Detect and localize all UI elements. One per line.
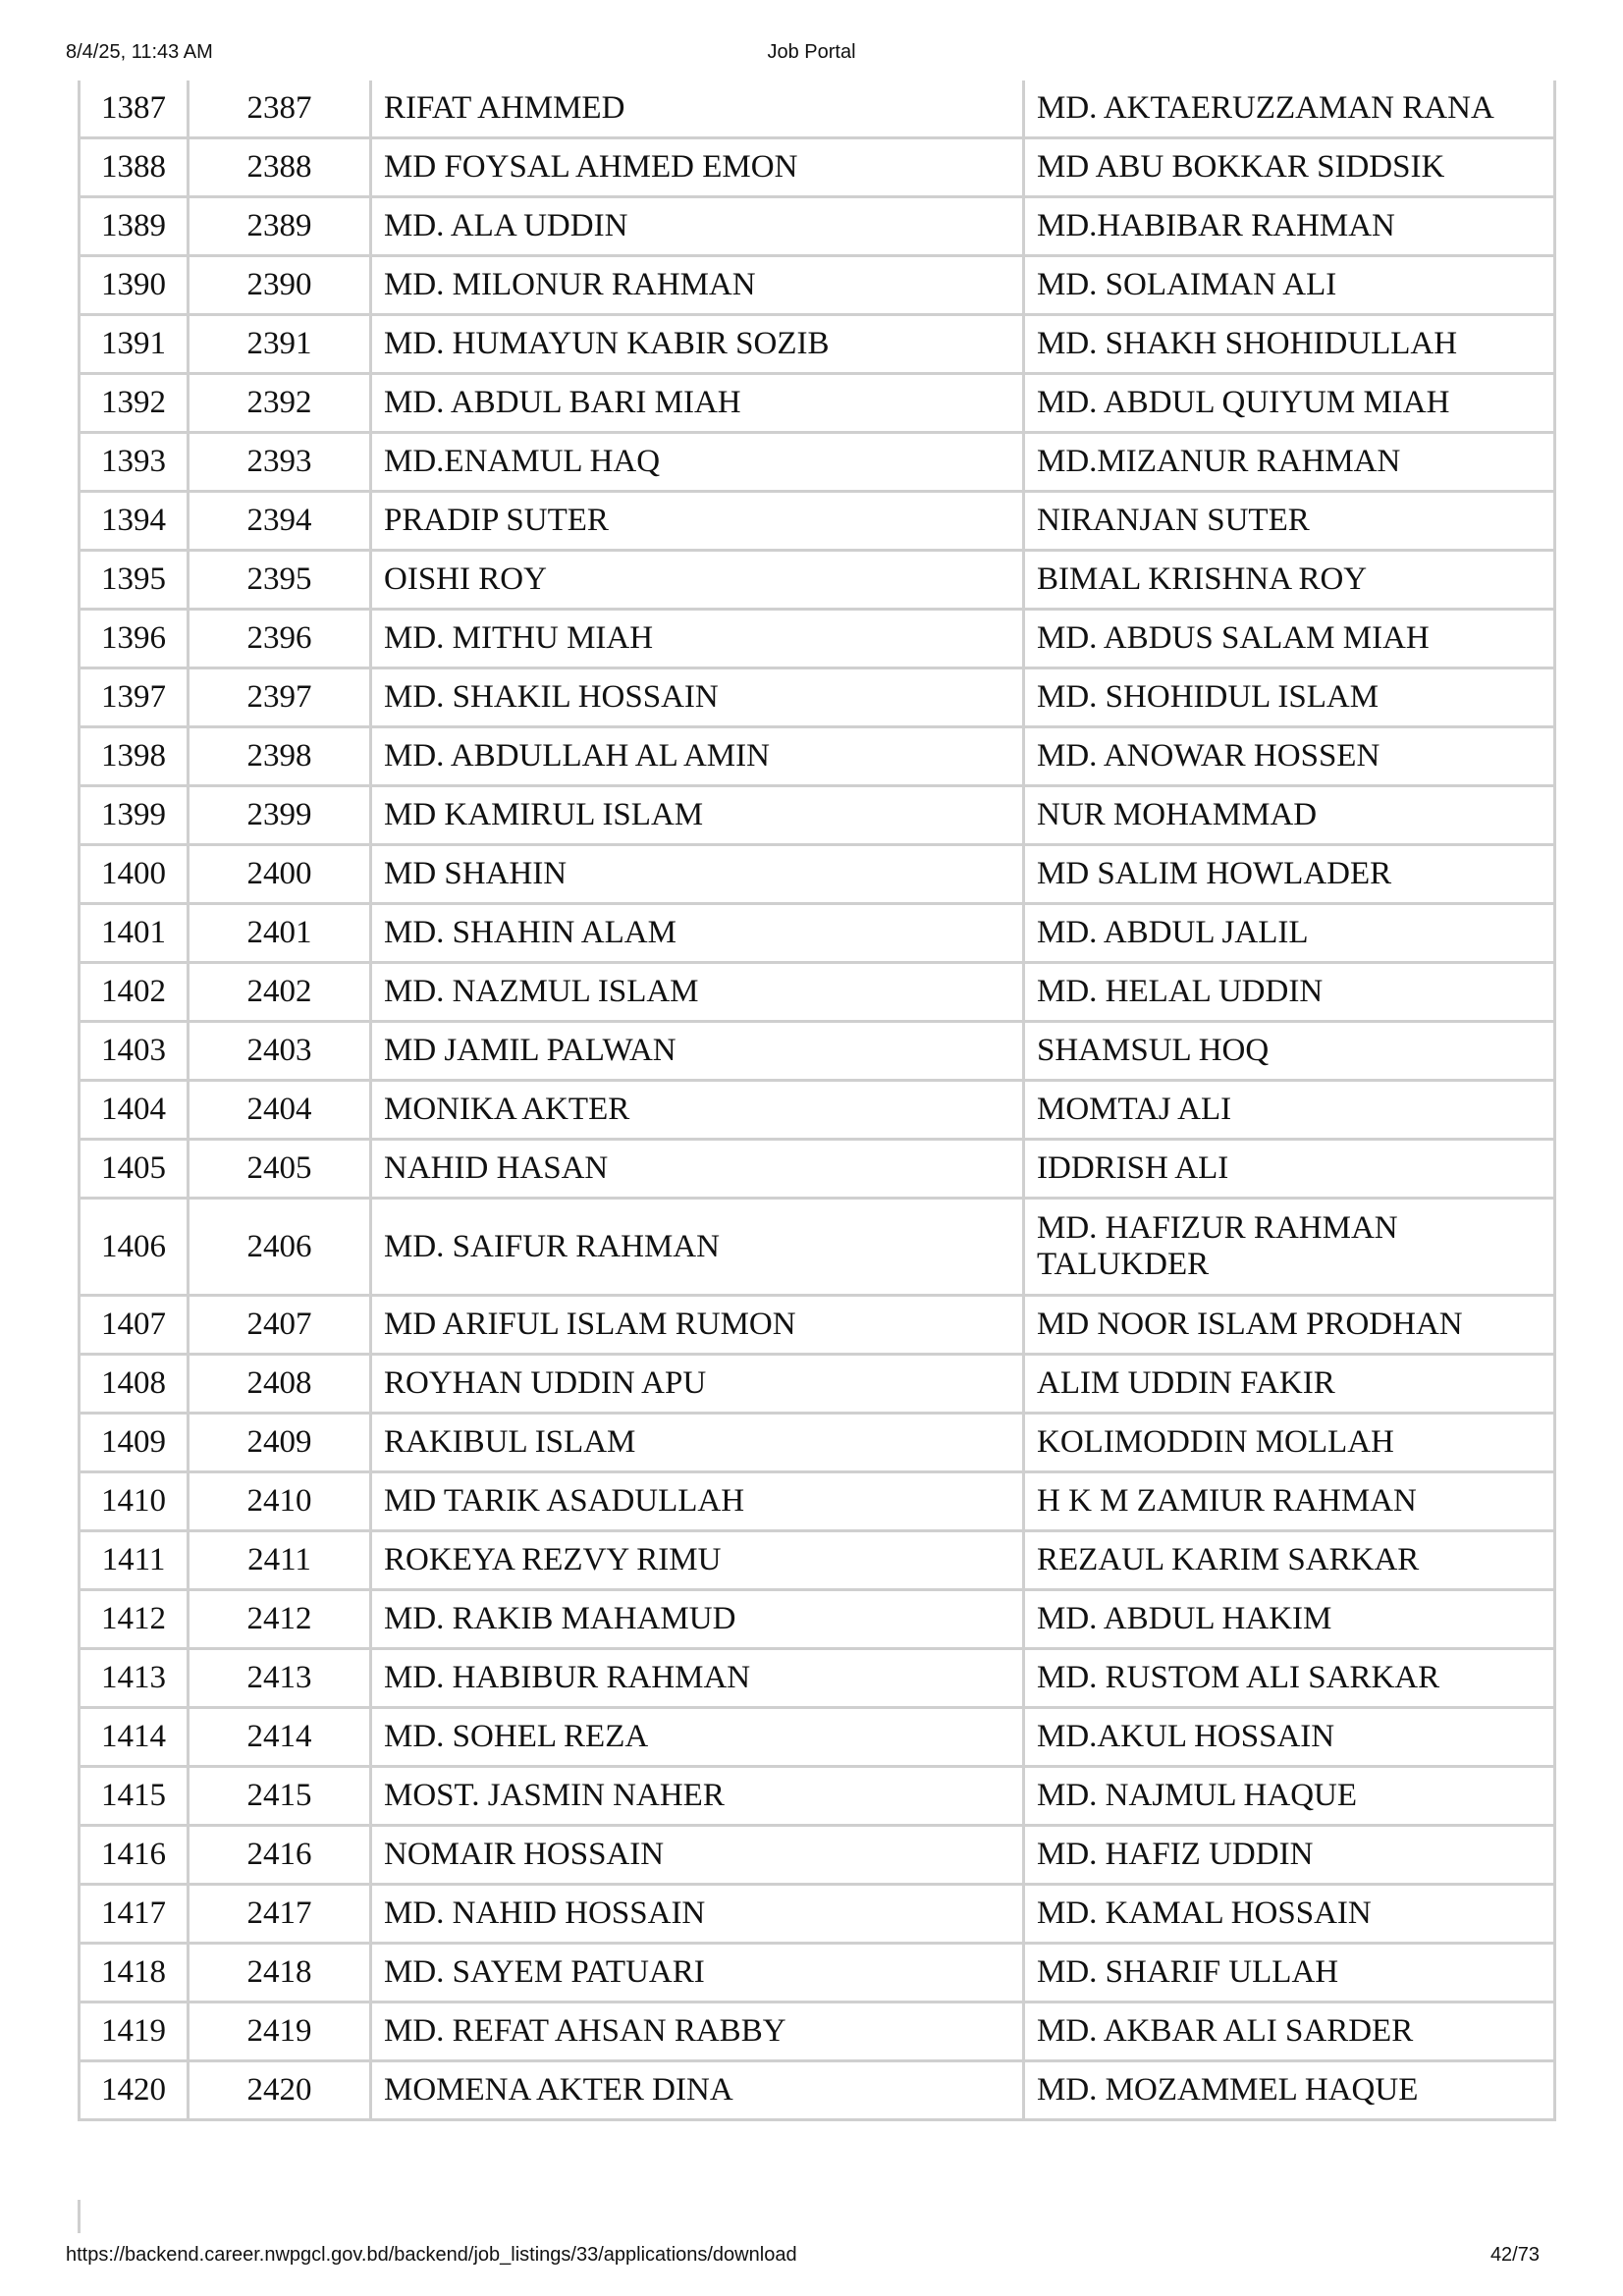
applicant-name-cell: MD. SAYEM PATUARI — [369, 1945, 1022, 2003]
table-row — [78, 611, 1556, 669]
roll-cell: 2408 — [187, 1356, 369, 1415]
roll-cell: 2395 — [187, 552, 369, 611]
roll-cell: 2411 — [187, 1532, 369, 1591]
applicant-name-cell: MD. ABDULLAH AL AMIN — [369, 728, 1022, 787]
applicant-name-cell: RAKIBUL ISLAM — [369, 1415, 1022, 1473]
father-name-cell: MD.MIZANUR RAHMAN — [1022, 434, 1556, 493]
roll-cell: 2391 — [187, 316, 369, 375]
applicant-name-cell: MD. SHAKIL HOSSAIN — [369, 669, 1022, 728]
table-row — [78, 1297, 1556, 1356]
applicant-name-cell: MD. SAIFUR RAHMAN — [369, 1200, 1022, 1297]
serial-cell: 1419 — [78, 2003, 187, 2062]
table-row — [78, 1709, 1556, 1768]
applicant-name-cell: MD. RAKIB MAHAMUD — [369, 1591, 1022, 1650]
serial-cell: 1405 — [78, 1141, 187, 1200]
applicants-table — [78, 80, 1556, 2121]
table-row — [78, 1886, 1556, 1945]
table-row — [78, 434, 1556, 493]
roll-cell: 2407 — [187, 1297, 369, 1356]
roll-cell: 2394 — [187, 493, 369, 552]
roll-cell: 2392 — [187, 375, 369, 434]
serial-cell: 1394 — [78, 493, 187, 552]
roll-cell: 2399 — [187, 787, 369, 846]
father-name-cell: MD. SHARIF ULLAH — [1022, 1945, 1556, 2003]
applicant-name-cell: MOMENA AKTER DINA — [369, 2062, 1022, 2121]
table-row — [78, 1650, 1556, 1709]
table-row — [78, 1356, 1556, 1415]
father-name-cell: MD. AKTAERUZZAMAN RANA — [1022, 80, 1556, 139]
roll-cell: 2410 — [187, 1473, 369, 1532]
applicant-name-cell: MD. ABDUL BARI MIAH — [369, 375, 1022, 434]
serial-cell: 1401 — [78, 905, 187, 964]
applicant-name-cell: MD. HABIBUR RAHMAN — [369, 1650, 1022, 1709]
father-name-cell: IDDRISH ALI — [1022, 1141, 1556, 1200]
serial-cell: 1403 — [78, 1023, 187, 1082]
table-row — [78, 493, 1556, 552]
table-row — [78, 1827, 1556, 1886]
applicant-name-cell: MD. NAZMUL ISLAM — [369, 964, 1022, 1023]
serial-cell: 1409 — [78, 1415, 187, 1473]
applicant-name-cell: NOMAIR HOSSAIN — [369, 1827, 1022, 1886]
father-name-cell: MD. NAJMUL HAQUE — [1022, 1768, 1556, 1827]
table-row — [78, 1082, 1556, 1141]
father-name-cell: NUR MOHAMMAD — [1022, 787, 1556, 846]
serial-cell: 1411 — [78, 1532, 187, 1591]
applicant-name-cell: MOST. JASMIN NAHER — [369, 1768, 1022, 1827]
father-name-cell: ALIM UDDIN FAKIR — [1022, 1356, 1556, 1415]
serial-cell: 1404 — [78, 1082, 187, 1141]
roll-cell: 2403 — [187, 1023, 369, 1082]
applicant-name-cell: MD. SOHEL REZA — [369, 1709, 1022, 1768]
roll-cell: 2405 — [187, 1141, 369, 1200]
roll-cell: 2397 — [187, 669, 369, 728]
father-name-cell: MD. ANOWAR HOSSEN — [1022, 728, 1556, 787]
serial-cell: 1407 — [78, 1297, 187, 1356]
applicant-name-cell: OISHI ROY — [369, 552, 1022, 611]
table-row — [78, 198, 1556, 257]
applicant-name-cell: MD TARIK ASADULLAH — [369, 1473, 1022, 1532]
page-number: 42/73 — [1489, 2244, 1540, 2266]
table-row — [78, 316, 1556, 375]
serial-cell: 1416 — [78, 1827, 187, 1886]
roll-cell: 2413 — [187, 1650, 369, 1709]
print-datetime: 8/4/25, 11:43 AM — [66, 41, 213, 63]
roll-cell: 2417 — [187, 1886, 369, 1945]
roll-cell: 2406 — [187, 1200, 369, 1297]
roll-cell: 2412 — [187, 1591, 369, 1650]
father-name-cell: MD. HELAL UDDIN — [1022, 964, 1556, 1023]
serial-cell: 1396 — [78, 611, 187, 669]
father-name-cell: MD ABU BOKKAR SIDDSIK — [1022, 139, 1556, 198]
father-name-cell: MOMTAJ ALI — [1022, 1082, 1556, 1141]
applicant-name-cell: MD. NAHID HOSSAIN — [369, 1886, 1022, 1945]
table-row — [78, 1768, 1556, 1827]
table-row — [78, 552, 1556, 611]
father-name-cell: SHAMSUL HOQ — [1022, 1023, 1556, 1082]
table-continuation-line — [78, 2200, 81, 2233]
applicant-name-cell: MD JAMIL PALWAN — [369, 1023, 1022, 1082]
father-name-cell: MD.HABIBAR RAHMAN — [1022, 198, 1556, 257]
roll-cell: 2416 — [187, 1827, 369, 1886]
table-row — [78, 964, 1556, 1023]
serial-cell: 1417 — [78, 1886, 187, 1945]
roll-cell: 2396 — [187, 611, 369, 669]
serial-cell: 1420 — [78, 2062, 187, 2121]
table-row — [78, 669, 1556, 728]
print-header — [66, 41, 1557, 67]
table-row — [78, 1200, 1556, 1297]
roll-cell: 2414 — [187, 1709, 369, 1768]
table-row — [78, 257, 1556, 316]
serial-cell: 1393 — [78, 434, 187, 493]
serial-cell: 1390 — [78, 257, 187, 316]
serial-cell: 1402 — [78, 964, 187, 1023]
table-row — [78, 787, 1556, 846]
serial-cell: 1392 — [78, 375, 187, 434]
roll-cell: 2409 — [187, 1415, 369, 1473]
father-name-cell: MD. HAFIZUR RAHMAN TALUKDER — [1022, 1200, 1556, 1297]
applicant-name-cell: MD. ALA UDDIN — [369, 198, 1022, 257]
serial-cell: 1414 — [78, 1709, 187, 1768]
applicant-name-cell: MD KAMIRUL ISLAM — [369, 787, 1022, 846]
table-row — [78, 1141, 1556, 1200]
roll-cell: 2401 — [187, 905, 369, 964]
roll-cell: 2389 — [187, 198, 369, 257]
roll-cell: 2398 — [187, 728, 369, 787]
applicant-name-cell: ROKEYA REZVY RIMU — [369, 1532, 1022, 1591]
roll-cell: 2415 — [187, 1768, 369, 1827]
table-row — [78, 139, 1556, 198]
table-row — [78, 375, 1556, 434]
table-row — [78, 1023, 1556, 1082]
roll-cell: 2400 — [187, 846, 369, 905]
father-name-cell: MD. ABDUL QUIYUM MIAH — [1022, 375, 1556, 434]
father-name-cell: MD SALIM HOWLADER — [1022, 846, 1556, 905]
serial-cell: 1412 — [78, 1591, 187, 1650]
applicant-name-cell: MD ARIFUL ISLAM RUMON — [369, 1297, 1022, 1356]
father-name-cell: KOLIMODDIN MOLLAH — [1022, 1415, 1556, 1473]
applicant-name-cell: PRADIP SUTER — [369, 493, 1022, 552]
table-row — [78, 846, 1556, 905]
serial-cell: 1415 — [78, 1768, 187, 1827]
father-name-cell: MD NOOR ISLAM PRODHAN — [1022, 1297, 1556, 1356]
roll-cell: 2402 — [187, 964, 369, 1023]
serial-cell: 1399 — [78, 787, 187, 846]
applicants-table-wrapper — [78, 80, 1556, 2121]
table-row — [78, 905, 1556, 964]
father-name-cell: MD. SOLAIMAN ALI — [1022, 257, 1556, 316]
roll-cell: 2387 — [187, 80, 369, 139]
father-name-cell: MD. AKBAR ALI SARDER — [1022, 2003, 1556, 2062]
serial-cell: 1400 — [78, 846, 187, 905]
page-title: Job Portal — [767, 41, 856, 63]
print-footer — [66, 2244, 1557, 2269]
applicant-name-cell: MD SHAHIN — [369, 846, 1022, 905]
father-name-cell: MD. SHOHIDUL ISLAM — [1022, 669, 1556, 728]
father-name-cell: NIRANJAN SUTER — [1022, 493, 1556, 552]
applicant-name-cell: RIFAT AHMMED — [369, 80, 1022, 139]
father-name-cell: H K M ZAMIUR RAHMAN — [1022, 1473, 1556, 1532]
father-name-cell: BIMAL KRISHNA ROY — [1022, 552, 1556, 611]
roll-cell: 2390 — [187, 257, 369, 316]
table-row — [78, 1591, 1556, 1650]
table-row — [78, 2062, 1556, 2121]
father-name-cell: MD. ABDUL HAKIM — [1022, 1591, 1556, 1650]
applicant-name-cell: NAHID HASAN — [369, 1141, 1022, 1200]
serial-cell: 1406 — [78, 1200, 187, 1297]
roll-cell: 2388 — [187, 139, 369, 198]
table-row — [78, 80, 1556, 139]
serial-cell: 1418 — [78, 1945, 187, 2003]
roll-cell: 2419 — [187, 2003, 369, 2062]
applicant-name-cell: MD. MILONUR RAHMAN — [369, 257, 1022, 316]
applicant-name-cell: MD.ENAMUL HAQ — [369, 434, 1022, 493]
serial-cell: 1397 — [78, 669, 187, 728]
table-row — [78, 1945, 1556, 2003]
applicant-name-cell: MD. MITHU MIAH — [369, 611, 1022, 669]
serial-cell: 1391 — [78, 316, 187, 375]
serial-cell: 1408 — [78, 1356, 187, 1415]
applicant-name-cell: MD. HUMAYUN KABIR SOZIB — [369, 316, 1022, 375]
applicants-table-body — [78, 80, 1556, 2121]
serial-cell: 1395 — [78, 552, 187, 611]
father-name-cell: MD. KAMAL HOSSAIN — [1022, 1886, 1556, 1945]
serial-cell: 1387 — [78, 80, 187, 139]
father-name-cell: REZAUL KARIM SARKAR — [1022, 1532, 1556, 1591]
roll-cell: 2393 — [187, 434, 369, 493]
table-row — [78, 1473, 1556, 1532]
table-row — [78, 1532, 1556, 1591]
father-name-cell: MD. SHAKH SHOHIDULLAH — [1022, 316, 1556, 375]
serial-cell: 1388 — [78, 139, 187, 198]
applicant-name-cell: ROYHAN UDDIN APU — [369, 1356, 1022, 1415]
father-name-cell: MD.AKUL HOSSAIN — [1022, 1709, 1556, 1768]
father-name-cell: MD. MOZAMMEL HAQUE — [1022, 2062, 1556, 2121]
table-row — [78, 728, 1556, 787]
roll-cell: 2418 — [187, 1945, 369, 2003]
applicant-name-cell: MONIKA AKTER — [369, 1082, 1022, 1141]
father-name-cell: MD. RUSTOM ALI SARKAR — [1022, 1650, 1556, 1709]
table-row — [78, 2003, 1556, 2062]
applicant-name-cell: MD. SHAHIN ALAM — [369, 905, 1022, 964]
serial-cell: 1410 — [78, 1473, 187, 1532]
roll-cell: 2404 — [187, 1082, 369, 1141]
father-name-cell: MD. ABDUL JALIL — [1022, 905, 1556, 964]
table-row — [78, 1415, 1556, 1473]
serial-cell: 1398 — [78, 728, 187, 787]
applicant-name-cell: MD FOYSAL AHMED EMON — [369, 139, 1022, 198]
roll-cell: 2420 — [187, 2062, 369, 2121]
page-url: https://backend.career.nwpgcl.gov.bd/backend/job_listings/33/applications/download — [66, 2244, 797, 2266]
applicant-name-cell: MD. REFAT AHSAN RABBY — [369, 2003, 1022, 2062]
father-name-cell: MD. HAFIZ UDDIN — [1022, 1827, 1556, 1886]
father-name-cell: MD. ABDUS SALAM MIAH — [1022, 611, 1556, 669]
serial-cell: 1413 — [78, 1650, 187, 1709]
serial-cell: 1389 — [78, 198, 187, 257]
